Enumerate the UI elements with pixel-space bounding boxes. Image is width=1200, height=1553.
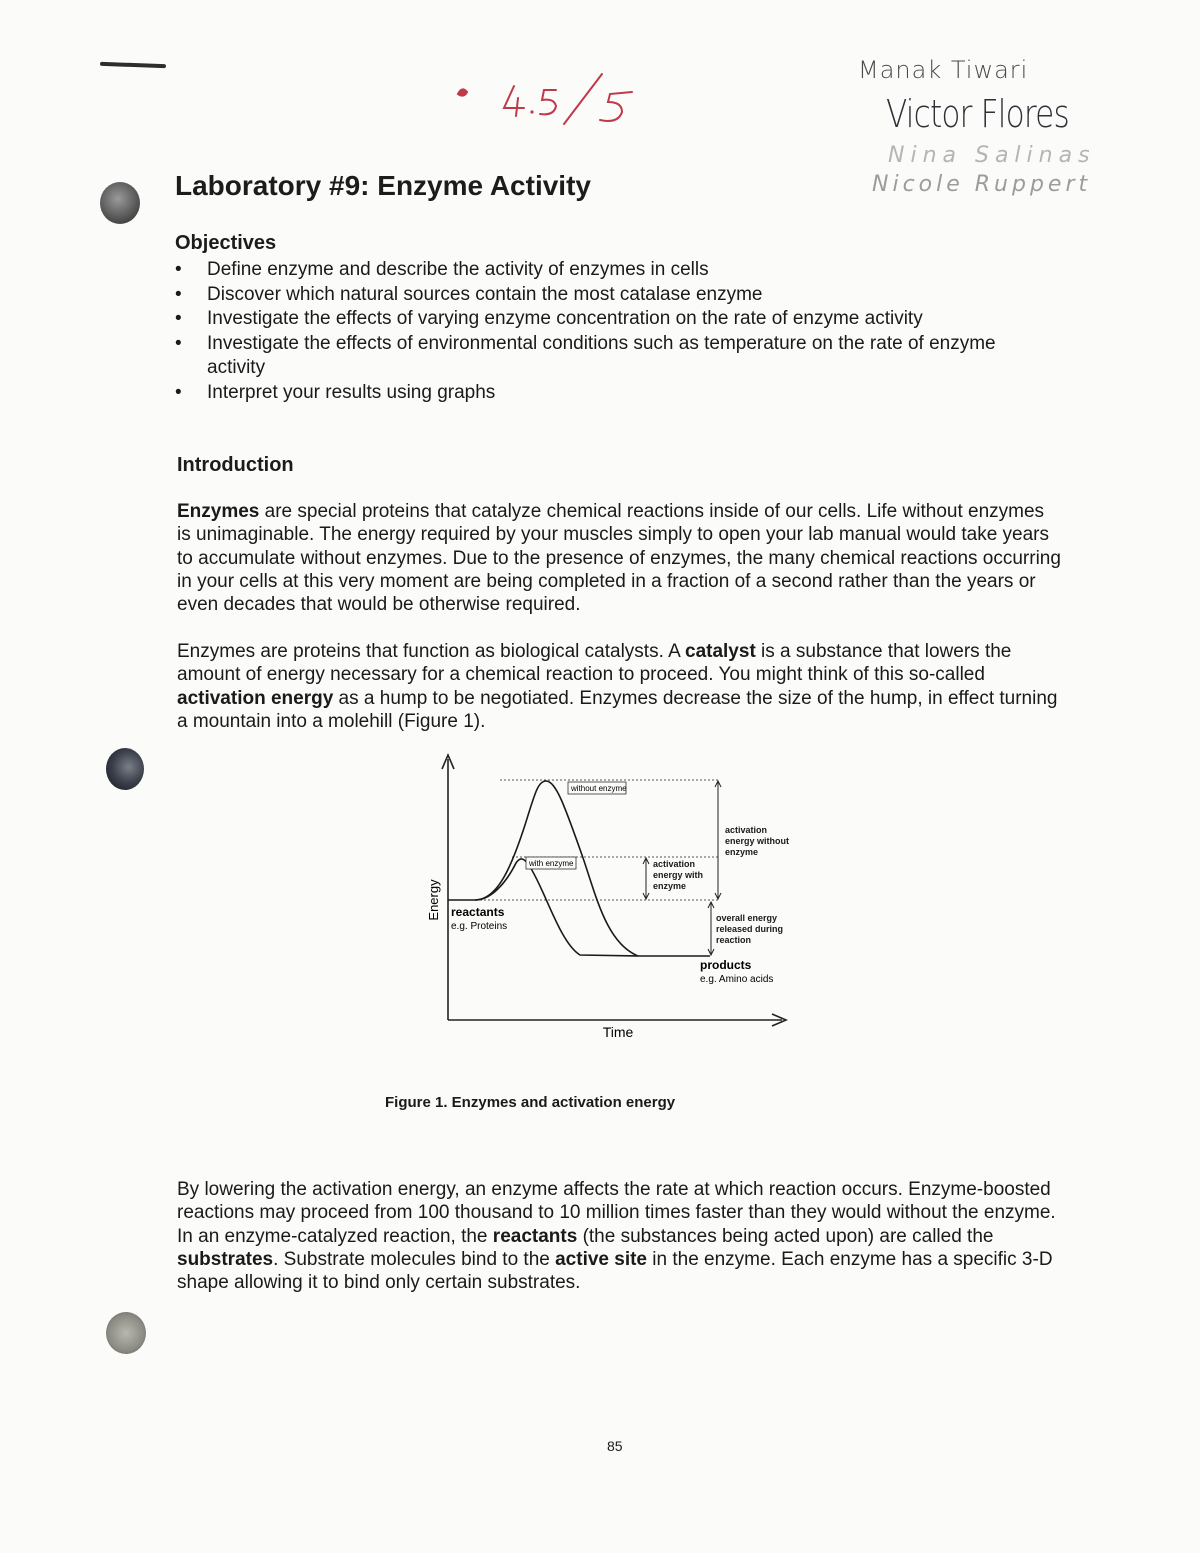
arrow-activation-with-enzyme: [643, 858, 649, 899]
figure-caption: Figure 1. Enzymes and activation energy: [385, 1094, 676, 1111]
paragraph-text: Enzymes are proteins that function as biological catalysts. A: [177, 641, 685, 662]
term-active-site: active site: [555, 1248, 648, 1270]
x-axis-label: Time: [602, 1024, 634, 1040]
label-reactants: reactants: [451, 905, 505, 919]
annotation-ae-with: activation: [653, 859, 696, 869]
paragraph-text: . Substrate molecules bind to the: [273, 1248, 556, 1270]
list-item: • Define enzyme and describe the activity of enzymes in cells: [175, 258, 1035, 283]
objectives-list: [175, 258, 1035, 405]
list-item: • Investigate the effects of environmental conditions such as temperature on the rate of enzyme activity: [175, 332, 1035, 381]
annotation-overall: overall energy: [716, 913, 778, 923]
annotation-ae-without: enzyme: [725, 847, 759, 857]
svg-text:with enzyme: with enzyme: [529, 859, 574, 868]
objectives-heading: Objectives: [175, 232, 277, 254]
paragraph: [177, 1178, 1062, 1294]
handwritten-name: Nina Salinas: [888, 143, 1096, 168]
label-products-example: e.g. Amino acids: [700, 974, 774, 985]
page-number: 85: [607, 1438, 623, 1454]
binder-hole: [100, 182, 140, 224]
label-products: products: [700, 958, 752, 972]
annotation-ae-with: energy with: [653, 870, 704, 880]
term-enzymes: Enzymes: [177, 501, 260, 522]
list-item: • Interpret your results using graphs: [175, 381, 1035, 406]
paragraph: [177, 640, 1062, 733]
annotation-overall: reaction: [716, 935, 752, 945]
handwritten-name: Victor Flores: [886, 92, 1069, 136]
y-axis-label: Energy: [426, 879, 441, 921]
term-catalyst: catalyst: [685, 641, 756, 662]
annotation-ae-without: activation: [725, 825, 768, 835]
introduction-heading: Introduction: [177, 454, 294, 476]
svg-text:without enzyme: without enzyme: [571, 784, 627, 793]
paragraph: [177, 500, 1062, 616]
curve-label: [568, 782, 627, 794]
list-item: • Investigate the effects of varying enzyme concentration on the rate of enzyme activity: [175, 307, 1035, 332]
paragraph-text: By lowering the activation energy, an enzyme affects the rate at which reaction occurs. Enzyme-boosted reactions may proceed from 100 thousand to 10 million times faster than they would without the enzyme. In an enzyme-catalyzed reaction, the: [177, 1179, 1056, 1247]
paragraph-text: as a hump to be negotiated. Enzymes decrease the size of the hump, in effect turning a mountain into a molehill (Figure 1).: [177, 687, 1058, 732]
handwritten-name: Manak Tiwari: [858, 56, 1029, 84]
term-activation-energy: activation energy: [177, 687, 334, 709]
handwritten-name: Nicole Ruppert: [872, 172, 1092, 197]
pen-mark: [100, 62, 166, 68]
paragraph-text: is a substance that lowers the amount of energy necessary for a chemical reaction to proceed. You might think of this so-called: [177, 641, 1012, 686]
term-reactants: reactants: [492, 1225, 578, 1247]
list-item: • Discover which natural sources contain the most catalase enzyme: [175, 283, 1035, 308]
term-substrates: substrates: [177, 1248, 274, 1270]
binder-hole: [106, 748, 144, 790]
paragraph-text: are special proteins that catalyze chemical reactions inside of our cells. Life without enzymes is unimaginable. The energy required by your muscles simply to open your lab manual would take years to accumulate without enzymes. Due to the presence of enzymes, the many chemical reactions occurring in your cells at this very moment are being completed in a fraction of a second rather than the years or even decades that would be otherwise required.: [177, 501, 1061, 616]
paragraph-text: in the enzyme. Each enzyme has a specific 3-D shape allowing it to bind only certain substrates.: [177, 1248, 1053, 1294]
handwritten-grade: [452, 68, 652, 128]
page-title: Laboratory #9: Enzyme Activity: [175, 170, 591, 201]
label-reactants-example: e.g. Proteins: [451, 921, 508, 932]
arrow-activation-without-enzyme: [715, 781, 721, 899]
curve-label: [526, 857, 576, 869]
binder-hole: [106, 1312, 146, 1354]
arrow-overall-energy: [708, 902, 714, 955]
activation-energy-diagram: [420, 745, 820, 1045]
annotation-ae-without: energy without: [725, 836, 790, 846]
annotation-overall: released during: [716, 924, 784, 934]
paragraph-text: (the substances being acted upon) are called the: [577, 1225, 994, 1247]
annotation-ae-with: enzyme: [653, 881, 687, 891]
